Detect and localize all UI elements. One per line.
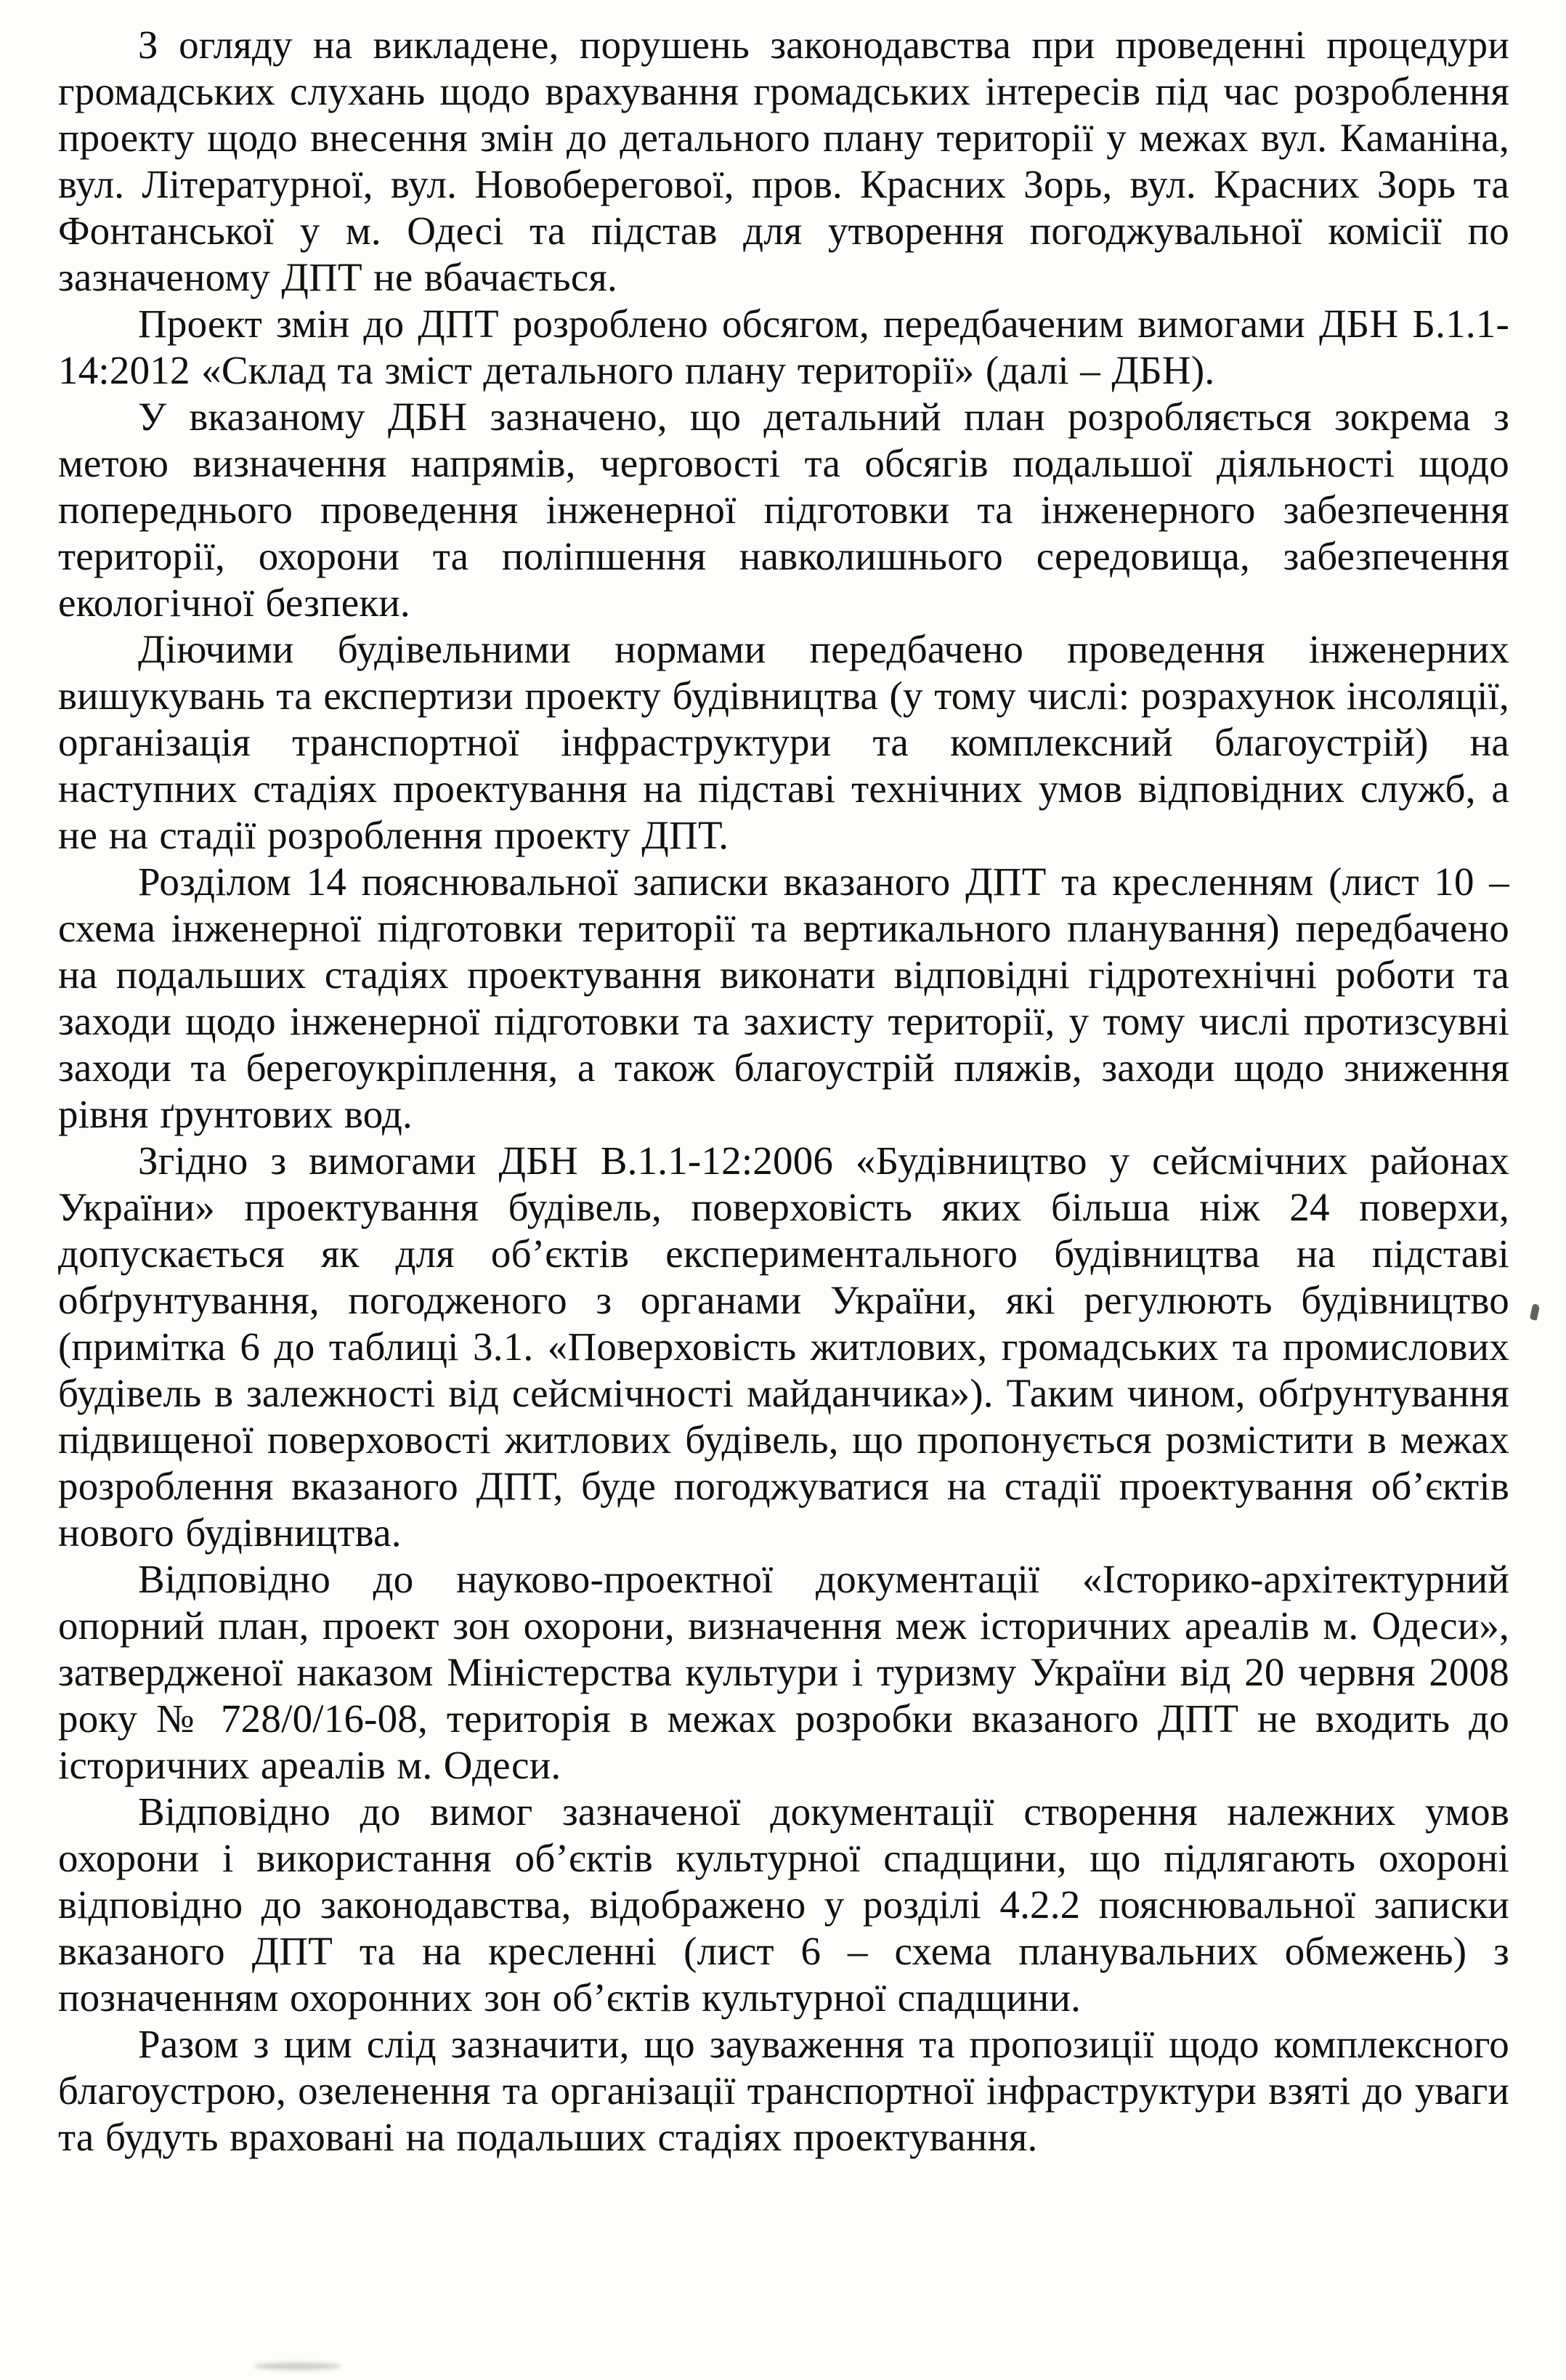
paragraph-seismic-regulations: Згідно з вимогами ДБН В.1.1-12:2006 «Будівництво у сейсмічних районах України» проектування будівель, поверховість яких більша ніж 24 поверхи, допускається як для об’єктів експериментального будівництва на підставі обґрунтування, погодженого з органами України, які регулюють будівництво (примітка 6 до таблиці 3.1. «Поверховість житлових, громадських та промислових будівель в залежності від сейсмічності майданчика»). Таким чином, обґрунтування підвищеної поверховості житлових будівель, що пропонується розмістити в межах розроблення вказаного ДПТ, буде погоджуватися на стадії проектування об’єктів нового будівництва. bbox=[58, 1138, 1509, 1555]
paragraph-cultural-heritage: Відповідно до вимог зазначеної документації створення належних умов охорони і використання об’єктів культурної спадщини, що підлягають охороні відповідно до законодавства, відображено у розділі 4.2.2 пояснювальної записки вказаного ДПТ та на кресленні (лист 6 – схема планувальних обмежень) з позначенням охоронних зон об’єктів культурної спадщини. bbox=[58, 1789, 1509, 2020]
paragraph-engineering-surveys: Діючими будівельними нормами передбачено проведення інженерних вишукувань та експертизи проекту будівництва (у тому числі: розрахунок інсоляції, організація транспортної інфраструктури та комплексний благоустрій) на наступних стадіях проектування на підставі технічних умов відповідних служб, а не на стадії розроблення проекту ДПТ. bbox=[58, 627, 1509, 857]
paragraph-final-remarks: Разом з цим слід зазначити, що зауваження та пропозиції щодо комплексного благоустрою, озеленення та організації транспортної інфраструктури взяті до уваги та будуть враховані на подальших стадіях проектування. bbox=[58, 2022, 1509, 2159]
scan-artifact-smudge bbox=[254, 2363, 341, 2370]
scan-artifact-speck bbox=[1530, 1303, 1540, 1321]
paragraph-conclusion-no-violations: З огляду на викладене, порушень законодавства при проведенні процедури громадських слухань щодо врахування громадських інтересів під час розроблення проекту щодо внесення змін до детального плану території у межах вул. Каманіна, вул. Літературної, вул. Новоберегової, пров. Красних Зорь, вул. Красних Зорь та Фонтанської у м. Одесі та підстав для утворення погоджувальної комісії по зазначеному ДПТ не вбачається. bbox=[58, 23, 1509, 299]
paragraph-historic-areals: Відповідно до науково-проектної документації «Історико-архітектурний опорний план, проект зон охорони, визначення меж історичних ареалів м. Одеси», затвердженої наказом Міністерства культури і туризму України від 20 червня 2008 року № 728/0/16-08, територія в межах розробки вказаного ДПТ не входить до історичних ареалів м. Одеси. bbox=[58, 1557, 1509, 1787]
paragraph-section-14: Розділом 14 пояснювальної записки вказаного ДПТ та кресленням (лист 10 – схема інженерної підготовки території та вертикального планування) передбачено на подальших стадіях проектування виконати відповідні гідротехнічні роботи та заходи щодо інженерної підготовки та захисту території, у тому числі протизсувні заходи та берегоукріплення, а також благоустрій пляжів, заходи щодо зниження рівня ґрунтових вод. bbox=[58, 859, 1509, 1136]
paragraph-dbn-scope: Проект змін до ДПТ розроблено обсягом, передбаченим вимогами ДБН Б.1.1-14:2012 «Склад та зміст детального плану території» (далі – ДБН). bbox=[58, 301, 1509, 392]
paragraph-dbn-purpose: У вказаному ДБН зазначено, що детальний план розробляється зокрема з метою визначення напрямів, черговості та обсягів подальшої діяльності щодо попереднього проведення інженерної підготовки та інженерного забезпечення території, охорони та поліпшення навколишнього середовища, забезпечення екологічної безпеки. bbox=[58, 394, 1509, 625]
